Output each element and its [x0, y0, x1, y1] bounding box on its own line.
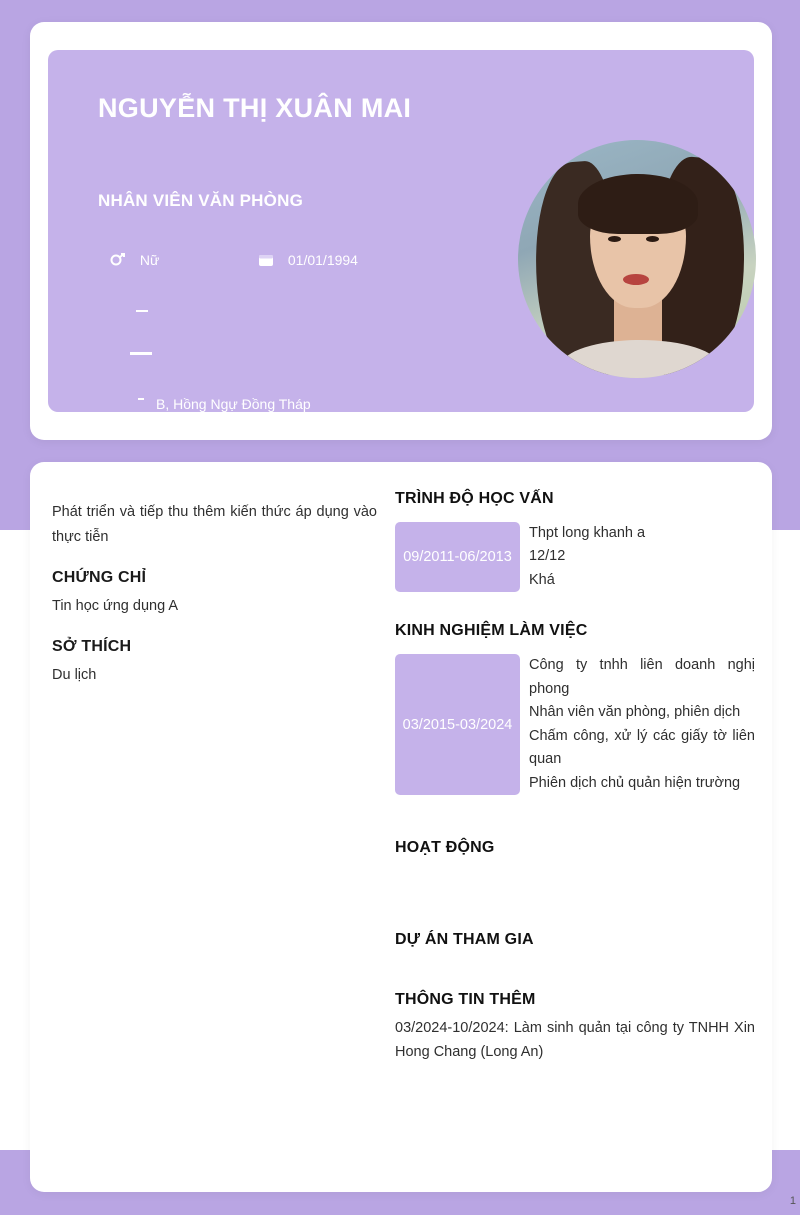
more-info-heading: THÔNG TIN THÊM: [395, 991, 536, 1009]
job-title: NHÂN VIÊN VĂN PHÒNG: [98, 191, 303, 210]
header-inner-panel: [48, 50, 754, 412]
hobby-item: Du lịch: [52, 667, 97, 684]
experience-date: 03/2015-03/2024: [395, 654, 520, 795]
activities-heading: HOẠT ĐỘNG: [395, 839, 495, 857]
avatar: [518, 140, 756, 378]
calendar-icon: [258, 252, 274, 271]
education-heading: TRÌNH ĐỘ HỌC VẤN: [395, 490, 554, 507]
education-grade: 12/12: [529, 548, 566, 565]
experience-task-2: Phiên dịch chủ quản hiện trường: [529, 774, 741, 791]
experience-position: Nhân viên văn phòng, phiên dịch: [529, 704, 741, 721]
education-date: 09/2011-06/2013: [395, 522, 520, 592]
page-title: NGUYỄN THỊ XUÂN MAI: [98, 93, 412, 123]
body-card: [30, 462, 772, 1192]
experience-company: Công ty tnhh liên doanh nghị phong: [529, 657, 755, 697]
education-school: Thpt long khanh a: [529, 525, 646, 541]
certificate-heading: CHỨNG CHỈ: [52, 569, 147, 587]
experience-heading: KINH NGHIỆM LÀM VIỆC: [395, 622, 588, 640]
hobby-heading: SỞ THÍCH: [52, 638, 132, 656]
dob-info: [258, 252, 358, 271]
dob-value: 01/01/1994: [287, 252, 358, 269]
education-rank: Khá: [529, 571, 555, 588]
scrollbar[interactable]: [793, 0, 800, 1215]
left-column: [52, 500, 392, 688]
address-info: [110, 396, 510, 412]
avatar-eye-left: [608, 236, 621, 242]
right-column: [395, 490, 755, 1065]
page-number: 1: [789, 1195, 796, 1207]
phone-placeholder-dash: [136, 310, 148, 312]
email-placeholder-dash: [130, 352, 152, 355]
experience-task-1: Chấm công, xử lý các giấy tờ liên quan: [529, 727, 755, 768]
gender-info: [110, 252, 159, 271]
avatar-eye-right: [646, 236, 659, 242]
education-entry: [395, 522, 755, 592]
experience-entry: [395, 654, 755, 795]
gender-value: Nữ: [139, 252, 160, 269]
avatar-lips: [623, 274, 649, 285]
objective-text: Phát triển và tiếp thu thêm kiến thức áp dụng vào thực tiễn: [52, 504, 377, 545]
education-details: [520, 522, 755, 592]
address-value: B, Hồng Ngự Đồng Tháp: [156, 396, 311, 412]
more-info-text: 03/2024-10/2024: Làm sinh quản tại công ty TNHH Xin Hong Chang (Long An): [395, 1020, 755, 1061]
projects-heading: DỰ ÁN THAM GIA: [395, 931, 534, 949]
avatar-fringe: [578, 174, 698, 234]
certificate-item: Tin học ứng dụng A: [52, 598, 179, 615]
experience-details: [520, 654, 755, 795]
gender-icon: [110, 252, 126, 271]
header-card: [30, 22, 772, 440]
